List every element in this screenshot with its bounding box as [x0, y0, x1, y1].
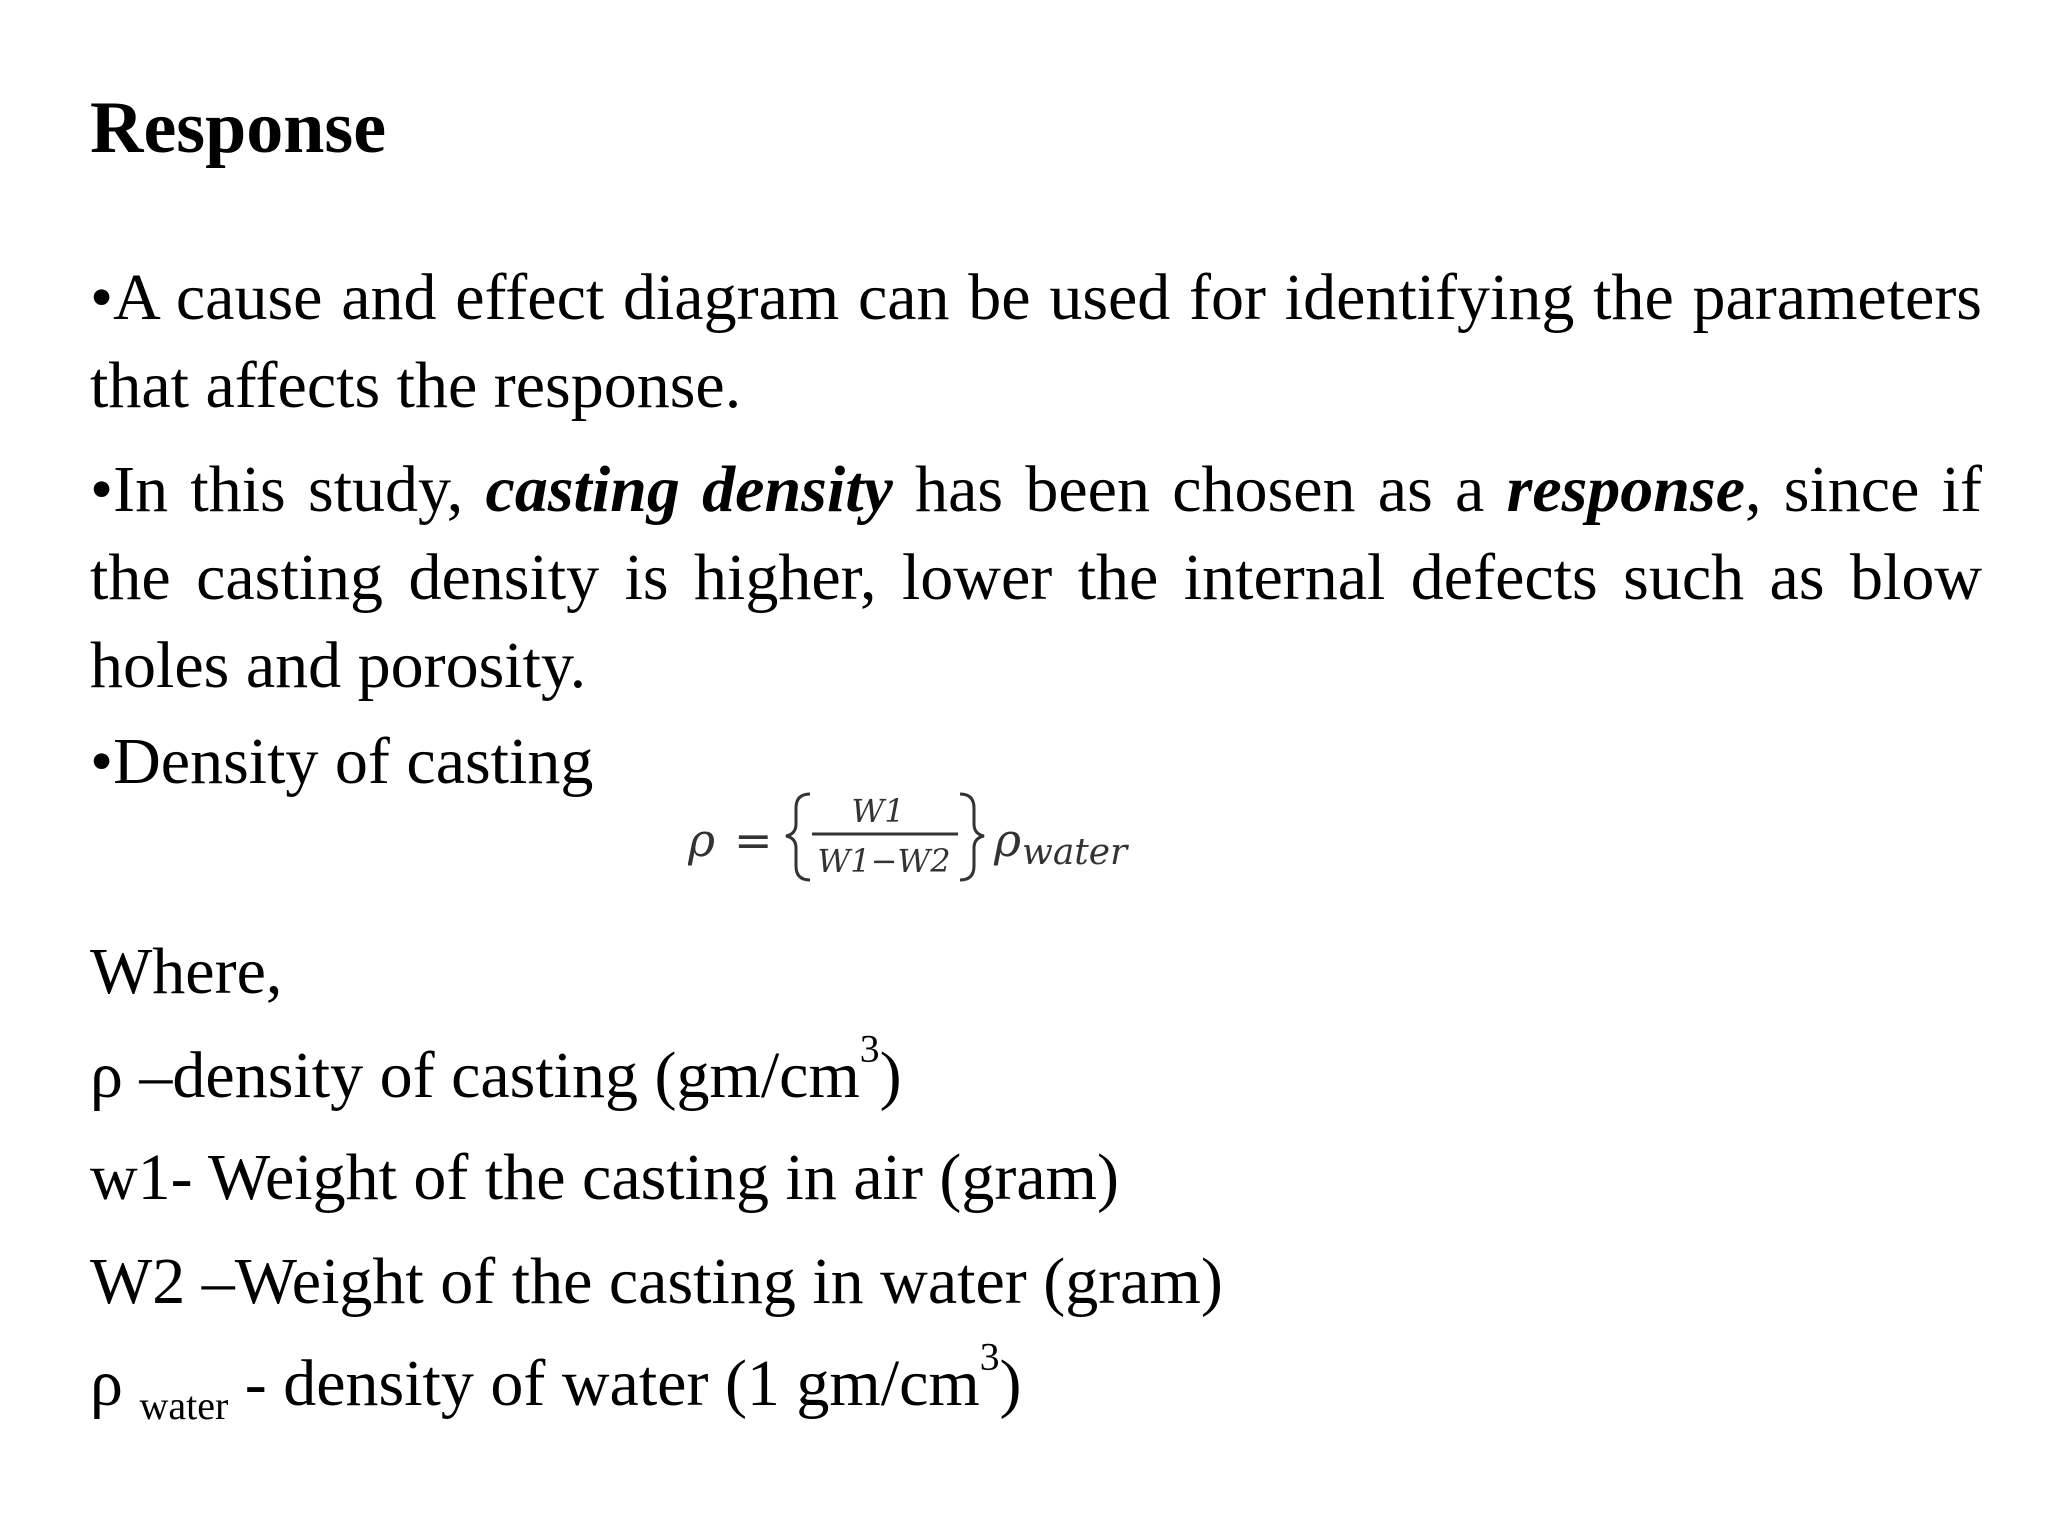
bullet-cause-effect: •A cause and effect diagram can be used for identifying the parameters that affects the response. — [90, 261, 1982, 422]
where-heading: Where, — [90, 935, 283, 1008]
bullet2-prefix: •In this study, — [90, 453, 486, 526]
formula-equals: = — [734, 813, 773, 867]
where-rho-water-symbol: ρ — [90, 1347, 123, 1420]
where-rho-water-end: ) — [999, 1347, 1022, 1420]
where-rho-water — [90, 1334, 1022, 1450]
where-rho-text: ρ –density of casting (gm/cm — [90, 1039, 860, 1112]
emphasis-casting-density: casting density — [485, 453, 893, 526]
formula-subscript-water: water — [1022, 832, 1128, 873]
density-formula — [688, 772, 1208, 892]
where-rho — [90, 1026, 902, 1120]
formula-rho-water: ρ — [994, 813, 1022, 867]
bullet-casting-density — [90, 446, 1982, 710]
emphasis-response: response — [1506, 453, 1745, 526]
where-w1: w1- Weight of the casting in air (gram) — [90, 1141, 1119, 1214]
bullet2-mid: has been chosen as a — [892, 453, 1507, 526]
formula-numerator: W1 — [851, 792, 905, 830]
where-w2: W2 –Weight of the casting in water (gram) — [90, 1245, 1223, 1318]
bullet-density-of-casting: •Density of casting — [90, 725, 594, 798]
right-brace — [960, 794, 984, 880]
where-rho-end: ) — [879, 1039, 902, 1112]
where-rho-water-sup: 3 — [979, 1334, 1000, 1379]
formula-rho: ρ — [688, 813, 716, 867]
where-rho-water-text: - density of water (1 gm/cm — [228, 1347, 980, 1420]
where-rho-sup: 3 — [859, 1026, 880, 1071]
left-brace — [786, 794, 810, 880]
bullet2-suffix: , since if the casting density is higher, lower the internal defects such as blow holes and porosity. — [90, 453, 1982, 702]
slide-title: Response — [90, 87, 387, 169]
where-rho-water-subscript: water — [139, 1383, 229, 1428]
formula-denominator: W1−W2 — [817, 842, 951, 880]
